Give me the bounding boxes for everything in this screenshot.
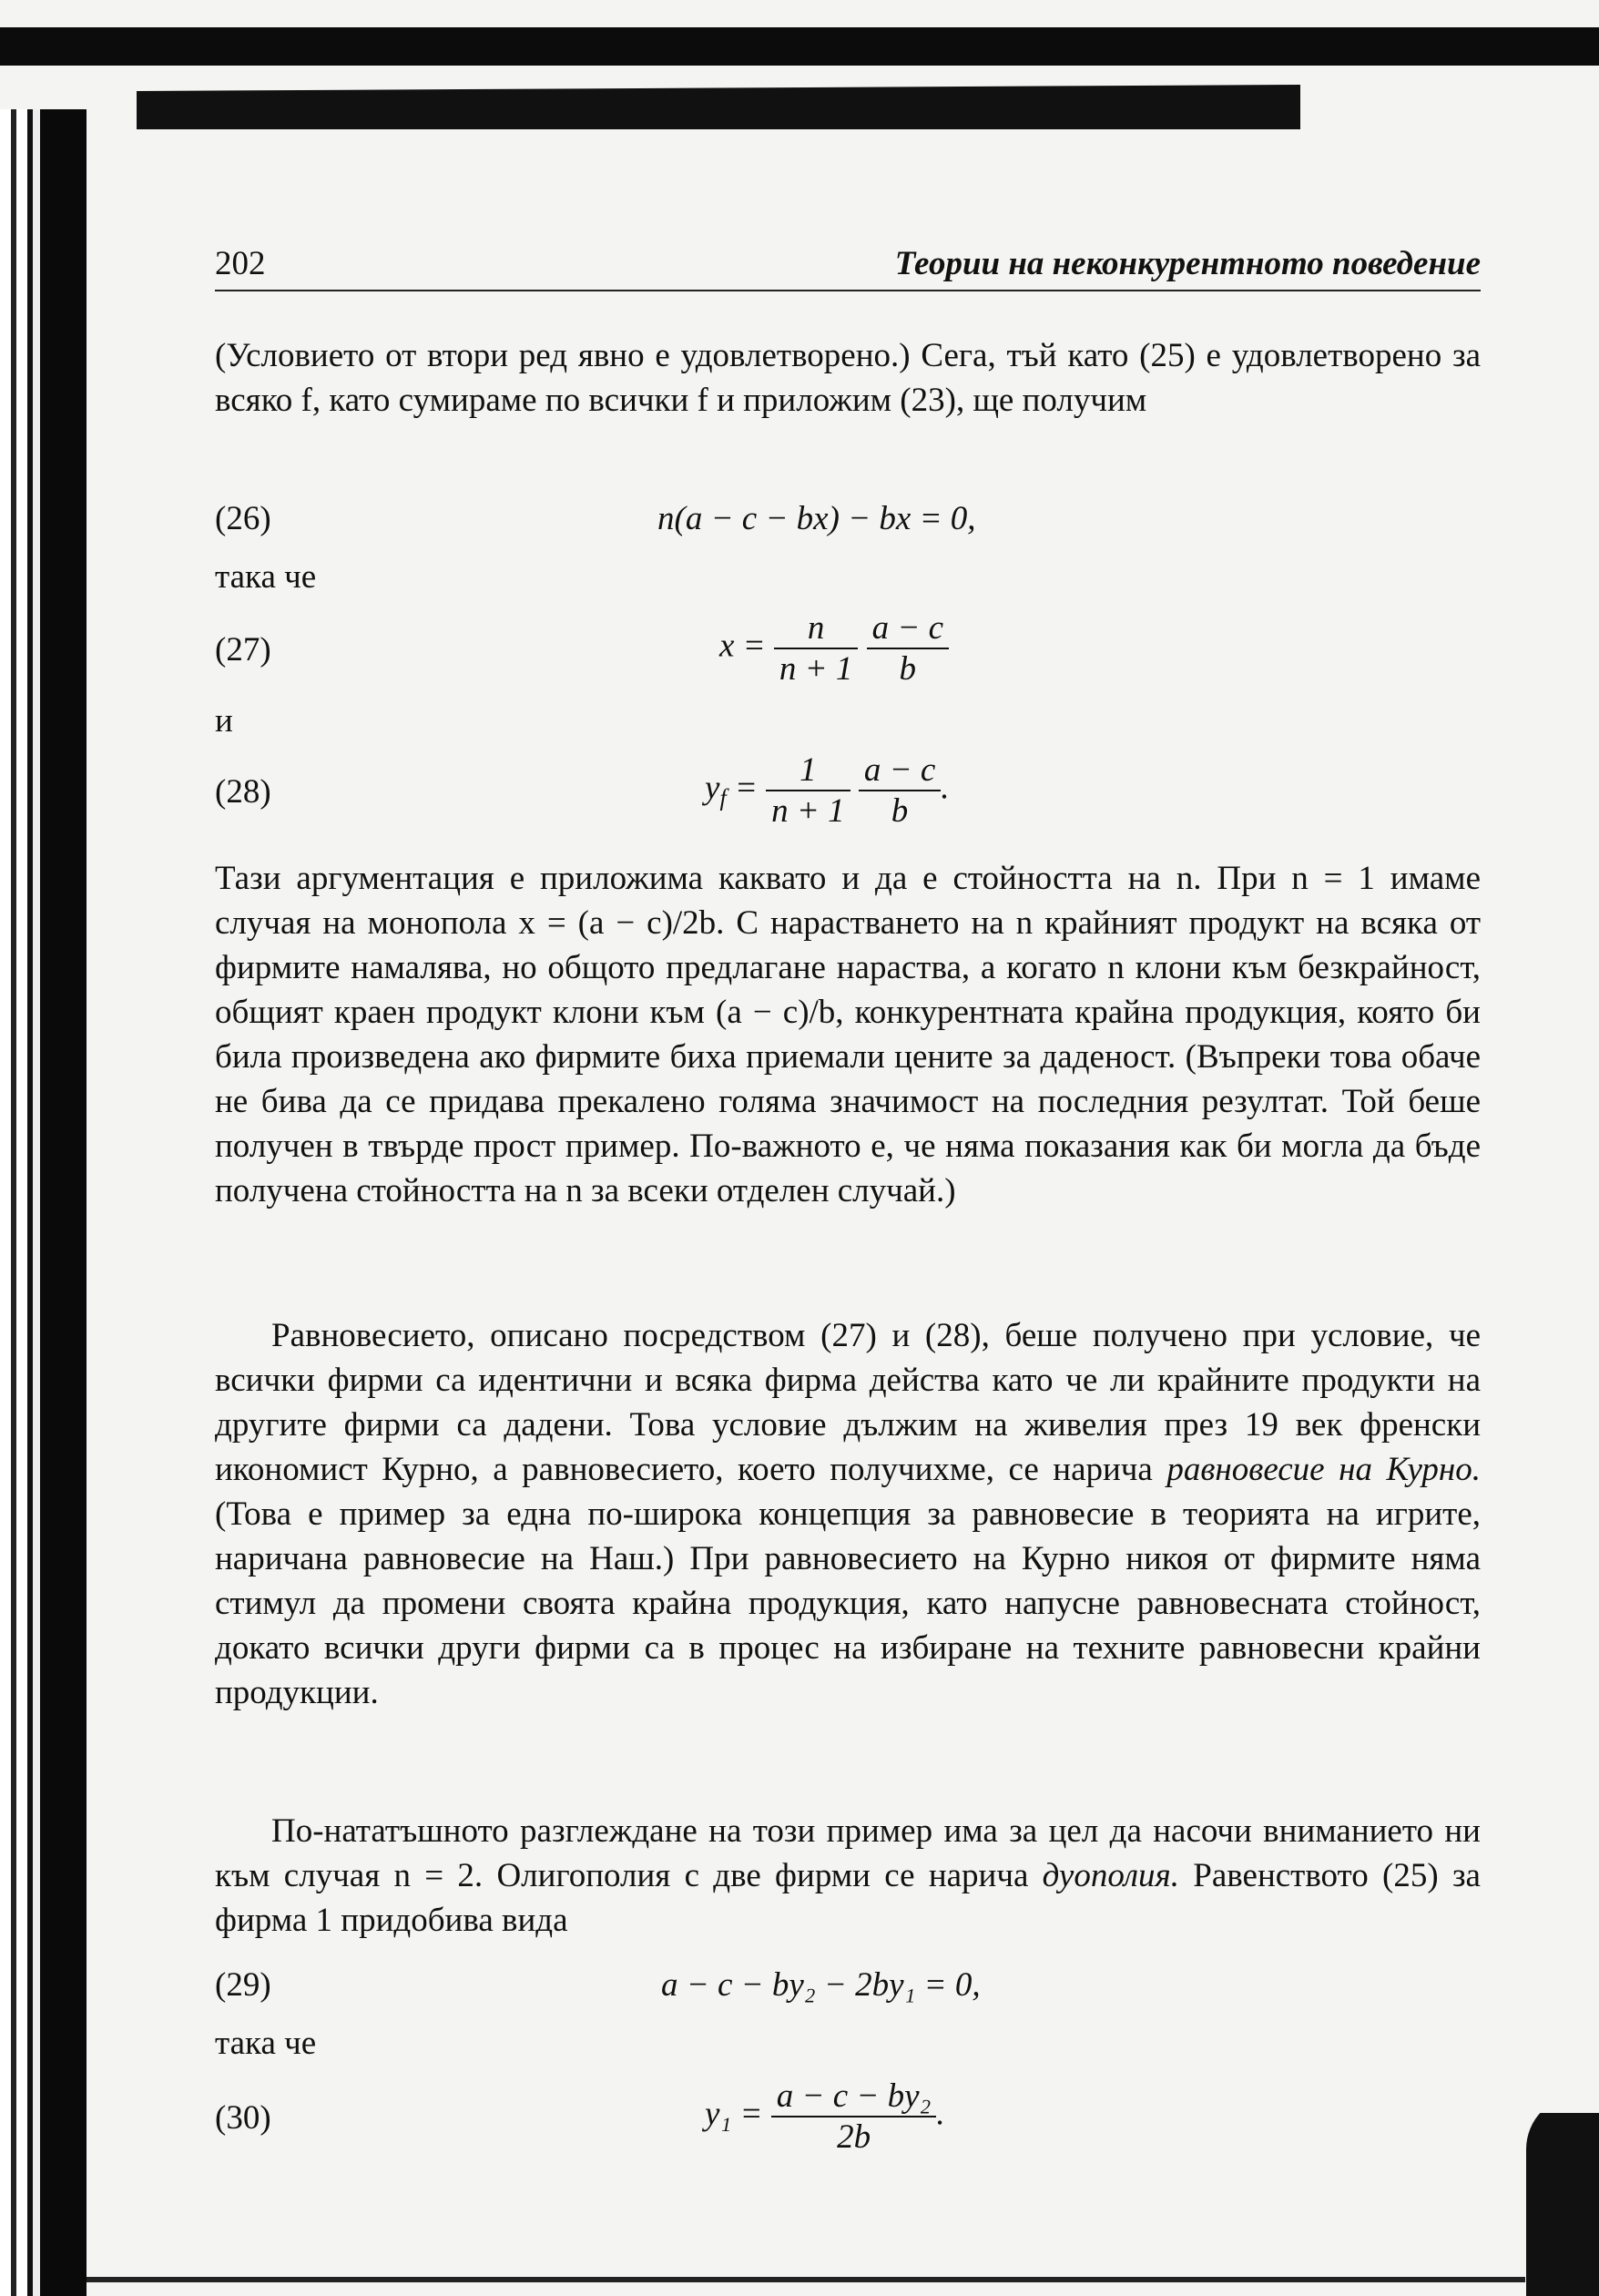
equation-body <box>705 2077 945 2157</box>
fraction <box>771 2077 937 2157</box>
term-duopoly: дуополия. <box>1042 1857 1179 1894</box>
term-cournot-equilibrium: равновесие на Курно. <box>1166 1451 1481 1488</box>
page-number: 202 <box>215 245 266 282</box>
equation-27 <box>215 608 1481 699</box>
running-title: Теории на неконкурентното поведение <box>894 245 1481 282</box>
equation-number: (30) <box>215 2099 271 2137</box>
fraction-denominator: b <box>899 650 917 688</box>
equation-body <box>705 750 950 831</box>
paragraph-text: По-нататъшното разглеждане на този пример има за цел да насочи вниманието ни към случая n = 2. Олигополия с две фирми се нарича <box>215 1812 1481 1894</box>
equation-30 <box>215 2077 1481 2168</box>
connector-text: така че <box>215 558 317 596</box>
equation-lhs: x = <box>719 627 766 665</box>
equation-lhs: y₁ = <box>705 2095 763 2133</box>
fraction-denominator: n + 1 <box>771 792 845 830</box>
fraction <box>859 750 941 831</box>
paragraph-text: Равновесието, описано посредством (27) и (28), беше получено при условие, че всички фирми са идентични и всяка фирма действа като че ли крайните продукти на другите фирми са дадени. Това условие дължим на живелия през 19 век френски икономист Курно, а равновесието, което получихме, се нарича <box>215 1317 1481 1488</box>
paragraph-4 <box>215 1809 1481 1943</box>
equation-28 <box>215 750 1481 842</box>
equation-number: (29) <box>215 1966 271 2004</box>
fraction <box>766 750 850 831</box>
equation-period: . <box>936 2095 945 2133</box>
paragraph-1: (Условието от втори ред явно е удовлетворено.) Сега, тъй като (25) е удовлетворено за всяко f, като сумираме по всички f и приложим (23), ще получим <box>215 337 1481 419</box>
equation-26 <box>215 499 1481 545</box>
equation-body: n(a − c − bx) − bx = 0, <box>657 500 976 537</box>
subscript: f <box>719 784 727 811</box>
fraction-denominator: b <box>891 792 909 830</box>
equation-body: a − c − by₂ − 2by₁ = 0, <box>661 1966 981 2004</box>
paragraph-3 <box>215 1313 1481 1715</box>
equation-body <box>719 608 949 689</box>
fraction-numerator: 1 <box>766 750 850 791</box>
equation-number: (28) <box>215 773 271 811</box>
equation-number: (27) <box>215 631 271 668</box>
equation-period: . <box>941 769 950 807</box>
fraction <box>774 608 858 689</box>
fraction-denominator: n + 1 <box>779 650 853 688</box>
fraction-denominator: 2b <box>837 2118 871 2156</box>
fraction-numerator: a − c − by₂ <box>771 2077 937 2117</box>
paragraph-2: Тази аргументация е приложима каквато и да е стойността на n. При n = 1 имаме случая на монопола x = (a − c)/2b. С нарастването на n крайният продукт на всяка от фирмите намалява, но общото предлагане нараства, а когато n клони към безкрайност, общият краен продукт клони към (a − c)/b, конкурентната крайна продукция, която би била произведена ако фирмите биха приемали цените за даденост. (Въпреки това обаче не бива да се придава прекалено голяма значимост на последния резултат. Той беше получен в твърде прост пример. По-важното е, че няма показания как би могла да бъде получена стойността на n за всеки отделен случай.) <box>215 860 1481 1209</box>
fraction-numerator: a − c <box>867 608 949 649</box>
paragraph-text: (Това е пример за една по-широка концепция за равновесие в теорията на игрите, наричана равновесие на Наш.) При равновесието на Курно никоя от фирмите няма стимул да промени своята крайна продукция, като напусне равновесната стойност, докато всички други фирми са в процес на избиране на техните равновесни крайни продукции. <box>215 1495 1481 1711</box>
equation-lhs: y <box>705 769 720 807</box>
connector-text: така че <box>215 2025 317 2062</box>
fraction <box>867 608 949 689</box>
equation-number: (26) <box>215 500 271 537</box>
running-head <box>215 244 1481 291</box>
paragraph-text: Равенството (25) за фирма 1 придобива вида <box>215 1857 1481 1939</box>
equation-29 <box>215 1965 1481 2011</box>
equals-sign: = <box>726 769 758 807</box>
connector-text: и <box>215 702 233 740</box>
fraction-numerator: a − c <box>859 750 941 791</box>
fraction-numerator: n <box>774 608 858 649</box>
